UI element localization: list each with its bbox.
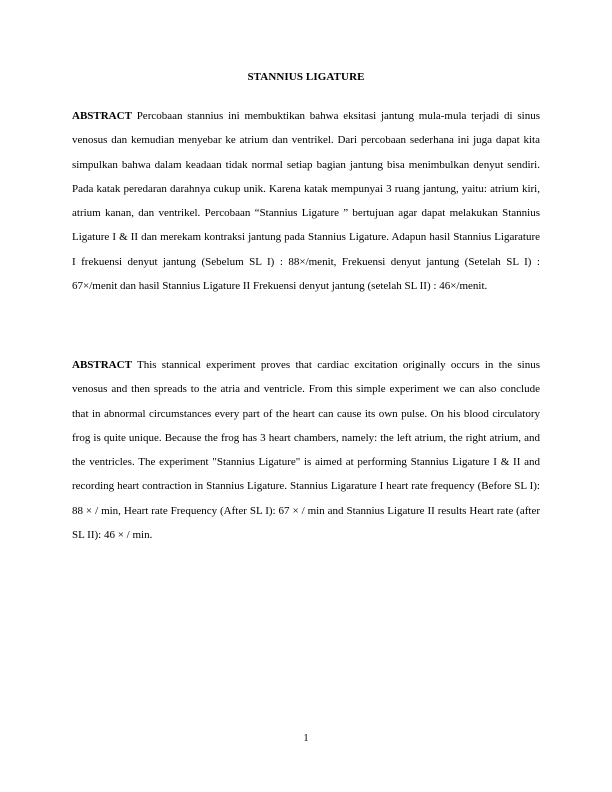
page-number: 1 xyxy=(303,733,309,744)
abstract-english xyxy=(72,353,540,547)
abstract-text: Percobaan stannius ini membuktikan bahwa eksitasi jantung mula-mula terjadi di sinus venosus dan kemudian menyebar ke atrium dan ventrikel. Dari percobaan sederhana ini juga dapat kita simpulkan bahwa dalam keadaan tidak normal setiap bagian jantung bisa menimbulkan denyut sendiri. Pada katak peredaran darahnya cukup unik. Karena katak mempunyai 3 ruang jantung, yaitu: atrium kiri, atrium kanan, dan ventrikel. Percobaan “Stannius Ligature ” bertujuan agar dapat melakukan Stannius Ligature I & II dan merekam kontraksi jantung pada Stannius Ligature. Adapun hasil Stannius Ligarature I frekuensi denyut jantung (Sebelum SL I) : 88×/menit, Frekuensi denyut jantung (Setelah SL I) : 67×/menit dan hasil Stannius Ligature II Frekuensi denyut jantung (setelah SL II) : 46×/menit. xyxy=(72,110,541,293)
abstract-label: ABSTRACT xyxy=(72,110,132,122)
abstract-indonesian xyxy=(72,104,540,298)
document-title: STANNIUS LIGATURE xyxy=(247,71,365,83)
abstract-label: ABSTRACT xyxy=(72,359,132,371)
abstract-text: This stannical experiment proves that cardiac excitation originally occurs in the sinus venosus and then spreads to the atria and ventricle. From this simple experiment we can also conclude that in abnormal circumstances every part of the heart can cause its own pulse. On his blood circulatory frog is quite unique. Because the frog has 3 heart chambers, namely: the left atrium, the right atrium, and the ventricles. The experiment "Stannius Ligature" is aimed at performing Stannius Ligature I & II and recording heart contraction in Stannius Ligature. Stannius Ligarature I heart rate frequency (Before SL I): 88 × / min, Heart rate Frequency (After SL I): 67 × / min and Stannius Ligature II results Heart rate (after SL II): 46 × / min. xyxy=(72,359,540,542)
